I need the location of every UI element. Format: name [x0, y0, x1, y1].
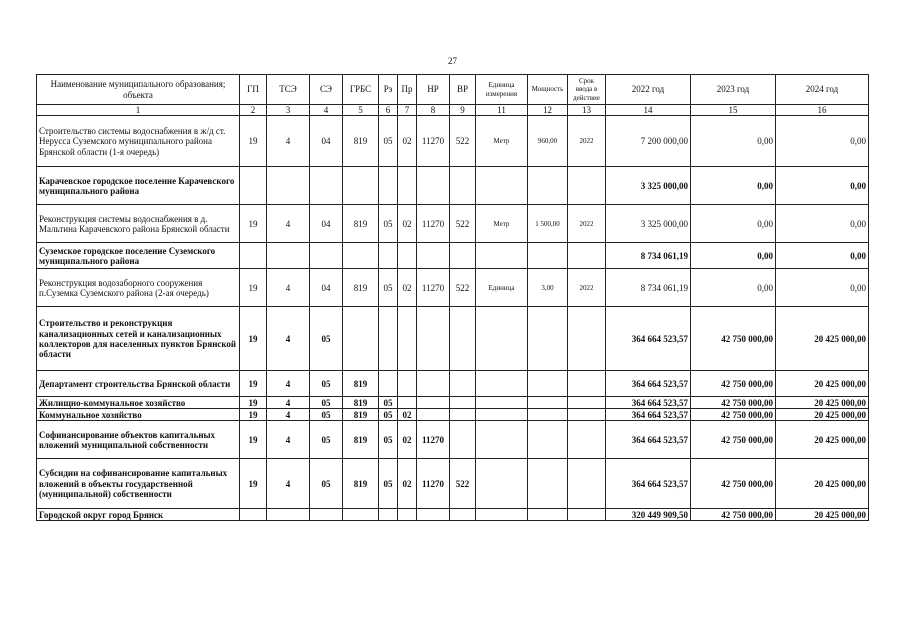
cell-power: 1 500,00 [528, 205, 568, 243]
cell-2022: 8 734 061,19 [606, 243, 691, 269]
cell-gp: 19 [240, 116, 267, 167]
table-row [37, 421, 869, 459]
column-number-row [37, 105, 869, 116]
cell-2022: 3 325 000,00 [606, 167, 691, 205]
cell-grbs: 819 [343, 459, 379, 509]
cell-nr: 11270 [417, 116, 450, 167]
cell-nr: 11270 [417, 459, 450, 509]
cell-2022: 320 449 909,50 [606, 509, 691, 521]
cell-vr [450, 409, 476, 421]
cell-power [528, 167, 568, 205]
table-row [37, 397, 869, 409]
cell-gp: 19 [240, 409, 267, 421]
cell-power: 960,00 [528, 116, 568, 167]
cell-gp: 19 [240, 421, 267, 459]
column-number: 2 [240, 105, 267, 116]
table-row [37, 371, 869, 397]
cell-2024: 0,00 [776, 116, 869, 167]
cell-term: 2022 [568, 269, 606, 307]
cell-gp [240, 243, 267, 269]
cell-grbs: 819 [343, 421, 379, 459]
cell-power [528, 421, 568, 459]
cell-2023: 42 750 000,00 [691, 459, 776, 509]
cell-nr [417, 509, 450, 521]
cell-rz: 05 [379, 459, 398, 509]
cell-nr [417, 371, 450, 397]
cell-2023: 42 750 000,00 [691, 421, 776, 459]
cell-2022: 8 734 061,19 [606, 269, 691, 307]
cell-vr [450, 243, 476, 269]
cell-pr [398, 167, 417, 205]
header-power: Мощность [528, 75, 568, 105]
table-row [37, 205, 869, 243]
cell-gp: 19 [240, 371, 267, 397]
cell-se [310, 509, 343, 521]
cell-term [568, 509, 606, 521]
cell-rz: 05 [379, 421, 398, 459]
cell-unit [476, 459, 528, 509]
cell-2024: 0,00 [776, 243, 869, 269]
cell-tse: 4 [267, 409, 310, 421]
cell-se: 04 [310, 205, 343, 243]
cell-power [528, 307, 568, 371]
cell-2024: 20 425 000,00 [776, 509, 869, 521]
cell-2024: 20 425 000,00 [776, 307, 869, 371]
cell-grbs: 819 [343, 269, 379, 307]
cell-2022: 364 664 523,57 [606, 397, 691, 409]
cell-nr [417, 397, 450, 409]
cell-gp [240, 509, 267, 521]
header-unit: Единица измерения [476, 75, 528, 105]
cell-pr [398, 371, 417, 397]
cell-gp: 19 [240, 205, 267, 243]
cell-vr [450, 509, 476, 521]
column-number: 1 [37, 105, 240, 116]
cell-pr: 02 [398, 409, 417, 421]
cell-tse: 4 [267, 116, 310, 167]
cell-term [568, 307, 606, 371]
cell-2024: 0,00 [776, 269, 869, 307]
cell-unit [476, 397, 528, 409]
cell-unit: Метр [476, 205, 528, 243]
cell-pr: 02 [398, 269, 417, 307]
cell-2023: 0,00 [691, 269, 776, 307]
cell-power [528, 371, 568, 397]
cell-2023: 42 750 000,00 [691, 307, 776, 371]
cell-se: 05 [310, 397, 343, 409]
cell-2022: 364 664 523,57 [606, 307, 691, 371]
cell-name: Софинансирование объектов капитальных вложений муниципальной собственности [37, 421, 240, 459]
cell-2023: 42 750 000,00 [691, 371, 776, 397]
cell-pr [398, 307, 417, 371]
cell-2023: 0,00 [691, 167, 776, 205]
cell-name: Реконструкция водозаборного сооружения п.Суземка Суземского района (2-ая очередь) [37, 269, 240, 307]
cell-unit [476, 167, 528, 205]
column-number: 16 [776, 105, 869, 116]
cell-name: Строительство и реконструкция канализационных сетей и канализационных коллекторов для населенных пунктов Брянской области [37, 307, 240, 371]
cell-vr: 522 [450, 205, 476, 243]
cell-name: Городской округ город Брянск [37, 509, 240, 521]
cell-2024: 0,00 [776, 205, 869, 243]
cell-pr [398, 243, 417, 269]
cell-2024: 20 425 000,00 [776, 397, 869, 409]
cell-pr [398, 509, 417, 521]
header-rz: Рз [379, 75, 398, 105]
header-2022: 2022 год [606, 75, 691, 105]
table-row [37, 116, 869, 167]
cell-2023: 42 750 000,00 [691, 397, 776, 409]
column-number: 9 [450, 105, 476, 116]
cell-se [310, 243, 343, 269]
cell-vr [450, 167, 476, 205]
cell-pr [398, 397, 417, 409]
cell-2022: 364 664 523,57 [606, 459, 691, 509]
cell-grbs [343, 243, 379, 269]
cell-2023: 0,00 [691, 243, 776, 269]
cell-rz [379, 509, 398, 521]
cell-unit [476, 307, 528, 371]
cell-se: 04 [310, 116, 343, 167]
cell-nr [417, 307, 450, 371]
cell-nr: 11270 [417, 205, 450, 243]
cell-tse: 4 [267, 205, 310, 243]
header-2024: 2024 год [776, 75, 869, 105]
cell-power [528, 459, 568, 509]
cell-rz: 05 [379, 409, 398, 421]
cell-nr [417, 243, 450, 269]
cell-pr: 02 [398, 116, 417, 167]
cell-tse: 4 [267, 269, 310, 307]
cell-grbs: 819 [343, 205, 379, 243]
cell-name: Строительство системы водоснабжения в ж/д ст. Нерусса Суземского муниципального района Брянской области (1-я очередь) [37, 116, 240, 167]
cell-2022: 3 325 000,00 [606, 205, 691, 243]
cell-power [528, 243, 568, 269]
cell-term [568, 421, 606, 459]
cell-gp: 19 [240, 397, 267, 409]
cell-vr: 522 [450, 269, 476, 307]
cell-power [528, 397, 568, 409]
header-term: Срок ввода в действие [568, 75, 606, 105]
column-number: 5 [343, 105, 379, 116]
cell-2023: 0,00 [691, 205, 776, 243]
budget-table [36, 74, 869, 521]
cell-rz [379, 243, 398, 269]
cell-vr [450, 421, 476, 459]
cell-term [568, 459, 606, 509]
cell-grbs [343, 509, 379, 521]
cell-se: 05 [310, 409, 343, 421]
cell-pr: 02 [398, 459, 417, 509]
column-number: 3 [267, 105, 310, 116]
cell-gp: 19 [240, 459, 267, 509]
cell-tse: 4 [267, 421, 310, 459]
cell-se: 05 [310, 459, 343, 509]
table-row [37, 269, 869, 307]
cell-se: 05 [310, 421, 343, 459]
column-number: 7 [398, 105, 417, 116]
cell-rz [379, 371, 398, 397]
cell-grbs [343, 307, 379, 371]
cell-tse: 4 [267, 397, 310, 409]
cell-2022: 364 664 523,57 [606, 371, 691, 397]
cell-gp [240, 167, 267, 205]
cell-grbs: 819 [343, 116, 379, 167]
column-number: 15 [691, 105, 776, 116]
cell-grbs: 819 [343, 397, 379, 409]
cell-tse: 4 [267, 307, 310, 371]
header-row [37, 75, 869, 105]
cell-2023: 0,00 [691, 116, 776, 167]
cell-name: Жилищно-коммунальное хозяйство [37, 397, 240, 409]
table-row [37, 409, 869, 421]
cell-rz: 05 [379, 397, 398, 409]
cell-nr [417, 167, 450, 205]
cell-tse [267, 167, 310, 205]
cell-name: Коммунальное хозяйство [37, 409, 240, 421]
cell-se: 05 [310, 371, 343, 397]
cell-vr: 522 [450, 116, 476, 167]
table-row [37, 509, 869, 521]
cell-2022: 364 664 523,57 [606, 409, 691, 421]
cell-unit [476, 409, 528, 421]
cell-power [528, 409, 568, 421]
cell-gp: 19 [240, 269, 267, 307]
cell-pr: 02 [398, 205, 417, 243]
cell-vr [450, 371, 476, 397]
cell-2022: 364 664 523,57 [606, 421, 691, 459]
column-number: 6 [379, 105, 398, 116]
column-number: 12 [528, 105, 568, 116]
table-row [37, 167, 869, 205]
cell-2023: 42 750 000,00 [691, 509, 776, 521]
cell-unit: Метр [476, 116, 528, 167]
header-pr: Пр [398, 75, 417, 105]
cell-tse [267, 243, 310, 269]
cell-2022: 7 200 000,00 [606, 116, 691, 167]
cell-term [568, 371, 606, 397]
cell-rz: 05 [379, 269, 398, 307]
cell-unit [476, 371, 528, 397]
cell-term [568, 409, 606, 421]
cell-se: 05 [310, 307, 343, 371]
cell-tse [267, 509, 310, 521]
cell-vr: 522 [450, 459, 476, 509]
page-number: 27 [448, 56, 457, 66]
cell-vr [450, 307, 476, 371]
cell-2024: 20 425 000,00 [776, 459, 869, 509]
cell-name: Реконструкция системы водоснабжения в д. Мальтина Карачевского района Брянской области [37, 205, 240, 243]
cell-tse: 4 [267, 459, 310, 509]
cell-grbs [343, 167, 379, 205]
header-tse: ТСЭ [267, 75, 310, 105]
header-grbs: ГРБС [343, 75, 379, 105]
cell-2024: 20 425 000,00 [776, 371, 869, 397]
cell-2024: 0,00 [776, 167, 869, 205]
cell-power [528, 509, 568, 521]
column-number: 8 [417, 105, 450, 116]
cell-name: Департамент строительства Брянской области [37, 371, 240, 397]
column-number: 4 [310, 105, 343, 116]
cell-se [310, 167, 343, 205]
cell-2023: 42 750 000,00 [691, 409, 776, 421]
cell-term [568, 167, 606, 205]
cell-nr: 11270 [417, 269, 450, 307]
cell-grbs: 819 [343, 409, 379, 421]
cell-term [568, 243, 606, 269]
cell-2024: 20 425 000,00 [776, 421, 869, 459]
cell-nr [417, 409, 450, 421]
cell-rz [379, 307, 398, 371]
header-nr: НР [417, 75, 450, 105]
header-2023: 2023 год [691, 75, 776, 105]
cell-unit [476, 509, 528, 521]
header-vr: ВР [450, 75, 476, 105]
table-body [37, 75, 869, 521]
header-se: СЭ [310, 75, 343, 105]
cell-2024: 20 425 000,00 [776, 409, 869, 421]
cell-term [568, 397, 606, 409]
cell-name: Суземское городское поселение Суземского муниципального района [37, 243, 240, 269]
cell-rz [379, 167, 398, 205]
header-name: Наименование муниципального образования; объекта [37, 75, 240, 105]
cell-grbs: 819 [343, 371, 379, 397]
column-number: 11 [476, 105, 528, 116]
column-number: 14 [606, 105, 691, 116]
table-row [37, 307, 869, 371]
cell-gp: 19 [240, 307, 267, 371]
cell-unit [476, 243, 528, 269]
cell-rz: 05 [379, 205, 398, 243]
cell-tse: 4 [267, 371, 310, 397]
cell-unit: Единица [476, 269, 528, 307]
cell-term: 2022 [568, 116, 606, 167]
cell-pr: 02 [398, 421, 417, 459]
table-row [37, 459, 869, 509]
cell-vr [450, 397, 476, 409]
cell-name: Субсидии на софинансирование капитальных вложений в объекты государственной (муниципальной) собственности [37, 459, 240, 509]
cell-se: 04 [310, 269, 343, 307]
cell-power: 3,00 [528, 269, 568, 307]
column-number: 13 [568, 105, 606, 116]
header-gp: ГП [240, 75, 267, 105]
cell-term: 2022 [568, 205, 606, 243]
cell-rz: 05 [379, 116, 398, 167]
cell-nr: 11270 [417, 421, 450, 459]
table-row [37, 243, 869, 269]
cell-name: Карачевское городское поселение Карачевского муниципального района [37, 167, 240, 205]
cell-unit [476, 421, 528, 459]
